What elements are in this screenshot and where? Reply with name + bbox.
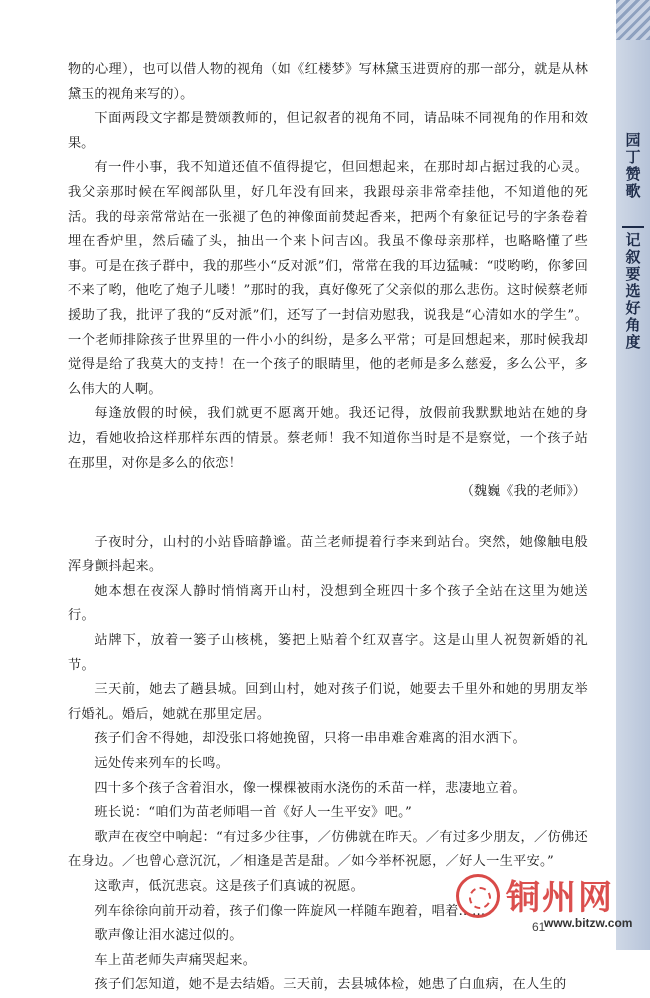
excerpt1-paragraph-1: 有一件小事，我不知道还值不值得提它，但回想起来，在那时却占据过我的心灵。我父亲那时候在军阀部队里，好几年没有回来，我跟母亲非常牵挂他，不知道他的死活。我的母亲常常站在一张褪了色的神像面前焚起香来，把两个有象征记号的字条卷着埋在香炉里，然后磕了头，抽出一个来卜问吉凶。我虽不像母亲那样，也略略懂了些事。可是在孩子群中，我的那些小“反对派”们，常常在我的耳边猛喊：“哎哟哟，你爹回不来了哟，他吃了炮子儿喽！”那时的我，真好像死了父亲似的那么悲伤。这时候蔡老师援助了我，批评了我的“反对派”们，还写了一封信劝慰我，说我是“心清如水的学生”。一个老师排除孩子世界里的一件小小的纠纷，是多么平常；可是回想起来，那时候我却觉得是给了我莫大的支持！在一个孩子的眼睛里，他的老师是多么慈爱，多么公平，多么伟大的人啊。 [68,160,588,397]
side-label-theme: 园丁赞歌 [623,132,642,200]
story-paragraph: 子夜时分，山村的小站昏暗静谧。苗兰老师提着行李来到站台。突然，她像触电般浑身颤抖起来。 [68,534,588,575]
story-paragraph: 远处传来列车的长鸣。 [94,756,230,772]
side-label-topic: 记叙要选好角度 [623,232,642,351]
story-paragraph: 班长说：“咱们为苗老师唱一首《好人一生平安》吧。” [94,805,413,821]
watermark-site-name: 铜州网 [506,878,614,918]
story-paragraph: 车上苗老师失声痛哭起来。 [94,952,257,968]
watermark-seal-icon [456,874,500,918]
story-paragraph: 三天前，她去了趟县城。回到山村，她对孩子们说，她要去千里外和她的男朋友举行婚礼。婚后，她就在那里定居。 [68,682,588,722]
story-paragraph: 这歌声，低沉悲哀。这是孩子们真诚的祝愿。 [94,879,365,894]
intro-paragraph-1: 物的心理），也可以借人物的视角（如《红楼梦》写林黛玉进贾府的那一部分，就是从林黛玉的视角来写的）。 [68,62,588,102]
story-paragraph: 孩子们舍不得她，却没张口将她挽留，只将一串串难舍难离的泪水洒下。 [94,731,526,747]
side-label-divider [622,226,644,228]
story-paragraph: 她本想在夜深人静时悄悄离开山村，没想到全班四十多个孩子全站在这里为她送行。 [68,583,588,624]
story-paragraph: 歌声在夜空中响起：“有过多少往事，／仿佛就在昨天。／有过多少朋友，／仿佛还在身边。／也曾心意沉沉，／相逢是苦是甜。／如今举杯祝愿，／好人一生平安。” [68,829,588,870]
site-watermark [456,868,633,934]
story-paragraph: 歌声像让泪水滤过似的。 [94,928,243,944]
intro-paragraph-2: 下面两段文字都是赞颂教师的，但记叙者的视角不同，请品味不同视角的作用和效果。 [68,111,588,151]
excerpt1-citation: （魏巍《我的老师》） [460,484,586,500]
watermark-url: www.bitzw.com [544,916,633,930]
page-number: 61 [532,920,546,934]
story-paragraph: 列车徐徐向前开动着，孩子们像一阵旋风一样随车跑着，唱着…… [94,903,486,919]
chapter-side-tab [616,0,650,950]
page-body [68,58,588,998]
story-paragraph: 四十多个孩子含着泪水，像一棵棵被雨水浇伤的禾苗一样，悲凄地立着。 [94,780,526,796]
story-paragraph: 站牌下，放着一篓子山核桃，篓把上贴着个红双喜字。这是山里人祝贺新婚的礼节。 [68,633,588,673]
excerpt1-paragraph-2: 每逢放假的时候，我们就更不愿离开她。我还记得，放假前我默默地站在她的身边，看她收拾这样那样东西的情景。蔡老师！我不知道你当时是不是察觉，一个孩子站在那里，对你是多么的依恋！ [68,406,588,471]
excerpt-my-teacher [68,156,588,504]
side-tab-decoration [616,0,650,40]
story-paragraph: 孩子们怎知道，她不是去结婚。三天前，去县城体检，她患了白血病，在人生的 [94,977,567,993]
